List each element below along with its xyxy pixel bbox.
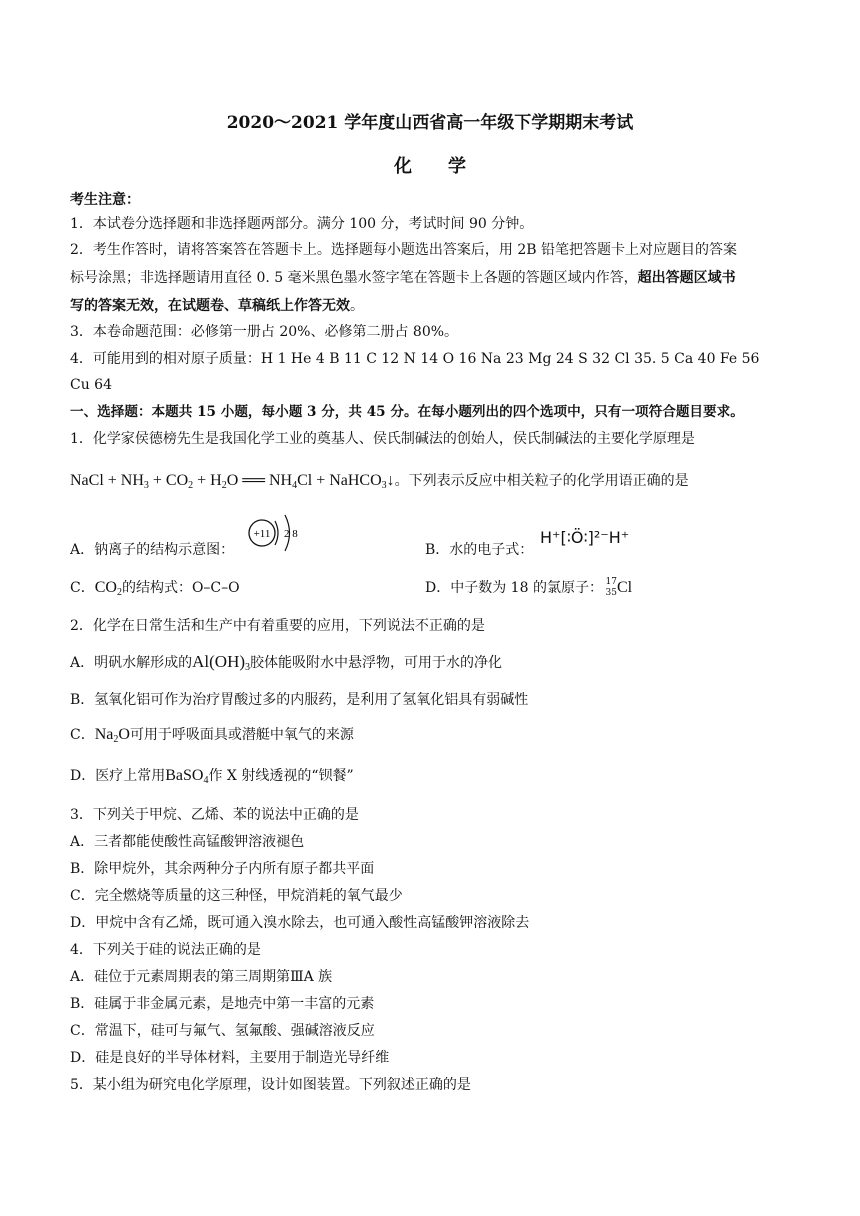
q2-option-a-post: 胶体能吸附水中悬浮物，可用于水的净化	[250, 655, 503, 671]
q1-option-a: A．钠离子的结构示意图：	[70, 542, 235, 558]
q1-option-c-text: 的结构式：O–C–O	[121, 580, 240, 596]
q1-option-c-label: C．	[70, 580, 95, 596]
q3-stem: 3．下列关于甲烷、乙烯、苯的说法中正确的是	[70, 807, 359, 823]
chlorine-symbol: Cl	[616, 579, 633, 596]
aluminium-hydroxide-formula: $Al(OH)_3$	[192, 652, 251, 673]
q1-stem: 1．化学家侯德榜先生是我国化学工业的奠基人、侯氏制碱法的创始人，侯氏制碱法的主要化学原理是	[70, 431, 695, 447]
notice-item-2-text: 标号涂黑；非选择题请用直径 0. 5 毫米黑色墨水签字笔在答题卡上各题的答题区域内作答，	[70, 270, 638, 286]
notice-item-2-line-3	[70, 296, 792, 316]
q1-equation-after: 。下列表示反应中相关粒子的化学用语正确的是	[394, 473, 689, 489]
notice-heading: 考生注意：	[70, 192, 140, 208]
q2-option-b: B．氢氧化铝可作为治疗胃酸过多的内服药，是利用了氢氧化铝具有弱碱性	[70, 692, 529, 708]
q3-option-a: A．三者都能使酸性高锰酸钾溶液褪色	[70, 834, 305, 850]
q2-option-c-text: 可用于呼吸面具或潜艇中氧气的来源	[129, 727, 354, 743]
notice-item-2-line-1: 2．考生作答时，请将答案答在答题卡上。选择题每小题选出答案后，用 2B 铅笔把答题卡上对应题目的答案	[70, 242, 738, 258]
atomic-number: 35	[605, 588, 617, 598]
notice-item-4-line-2: Cu 64	[70, 377, 112, 393]
subject-title: 化 学	[394, 156, 466, 177]
q5-stem: 5．某小组为研究电化学原理，设计如图装置。下列叙述正确的是	[70, 1077, 471, 1093]
q3-option-d: D．甲烷中含有乙烯，既可通入溴水除去，也可通入酸性高锰酸钾溶液除去	[70, 915, 530, 931]
sodium-oxide-formula: $Na_2O$	[94, 726, 130, 745]
q1-option-d-text: D．中子数为 18 的氯原子：	[425, 580, 603, 596]
chlorine-isotope-numbers	[603, 578, 617, 598]
q1-option-d	[425, 578, 632, 598]
co2-formula: $CO_2$	[94, 579, 122, 598]
notice-item-2-warning-cont: 写的答案无效，在试题卷、草稿纸上作答无效	[70, 298, 350, 314]
q2-stem: 2．化学在日常生活和生产中有着重要的应用，下列说法不正确的是	[70, 618, 485, 634]
q3-option-c: C．完全燃烧等质量的这三种怪，甲烷消耗的氧气最少	[70, 888, 403, 904]
q1-option-b-label: B．水的电子式：	[425, 542, 534, 558]
q2-option-c-label: C．	[70, 727, 95, 743]
q1-equation-line	[70, 471, 792, 496]
notice-item-2-line-2	[70, 268, 792, 288]
q1-equation: NaCl + $NH_3 + CO_2 + H_2O$ ══ $NH_4Cl$ + NaHCO$_3$↓	[70, 472, 395, 491]
notice-item-3: 3．本卷命题范围：必修第一册占 20%、必修第二册占 80%。	[70, 324, 459, 340]
water-electron-formula: H⁺[∶Ö∶]²⁻H⁺	[540, 528, 630, 547]
q2-option-a	[70, 652, 792, 678]
shell-electrons: 2 8	[284, 528, 298, 540]
q3-option-b: B．除甲烷外，其余两种分子内所有原子都共平面	[70, 861, 375, 877]
q4-stem: 4．下列关于硅的说法正确的是	[70, 942, 261, 958]
nucleus-charge: +11	[253, 528, 271, 540]
q4-option-c: C．常温下，硅可与氟气、氢氟酸、强碱溶液反应	[70, 1023, 375, 1039]
q2-option-c	[70, 725, 792, 750]
exam-title: 2020～2021 学年度山西省高一年级下学期期末考试	[226, 113, 634, 133]
notice-item-2-end: 。	[350, 298, 364, 314]
q2-option-d	[70, 766, 792, 791]
section-heading: 一、选择题：本题共 15 小题，每小题 3 分，共 45 分。在每小题列出的四个选项中，只有一项符合题目要求。	[70, 404, 744, 420]
q2-option-d-pre: D．医疗上常用	[70, 768, 166, 784]
q2-option-d-post: 作 X 射线透视的“钡餐”	[208, 768, 354, 784]
q1-option-b	[425, 540, 533, 560]
q4-option-a: A．硅位于元素周期表的第三周期第ⅢA 族	[70, 969, 333, 985]
sodium-ion-structure-diagram	[244, 507, 300, 559]
q4-option-d: D．硅是良好的半导体材料，主要用于制造光导纤维	[70, 1050, 390, 1066]
q2-option-a-pre: A．明矾水解形成的	[70, 655, 193, 671]
notice-item-1: 1．本试卷分选择题和非选择题两部分。满分 100 分，考试时间 90 分钟。	[70, 216, 534, 232]
barium-sulfate-formula: BaSO$_4$	[165, 767, 209, 786]
q4-option-b: B．硅属于非金属元素，是地壳中第一丰富的元素	[70, 996, 375, 1012]
notice-item-4-line-1: 4．可能用到的相对原子质量：H 1 He 4 B 11 C 12 N 14 O 16 Na 23 Mg 24 S 32 Cl 35. 5 Ca 40 Fe 56	[70, 351, 760, 367]
mass-number: 17	[605, 577, 617, 587]
notice-item-2-warning: 超出答题区域书	[637, 270, 736, 286]
